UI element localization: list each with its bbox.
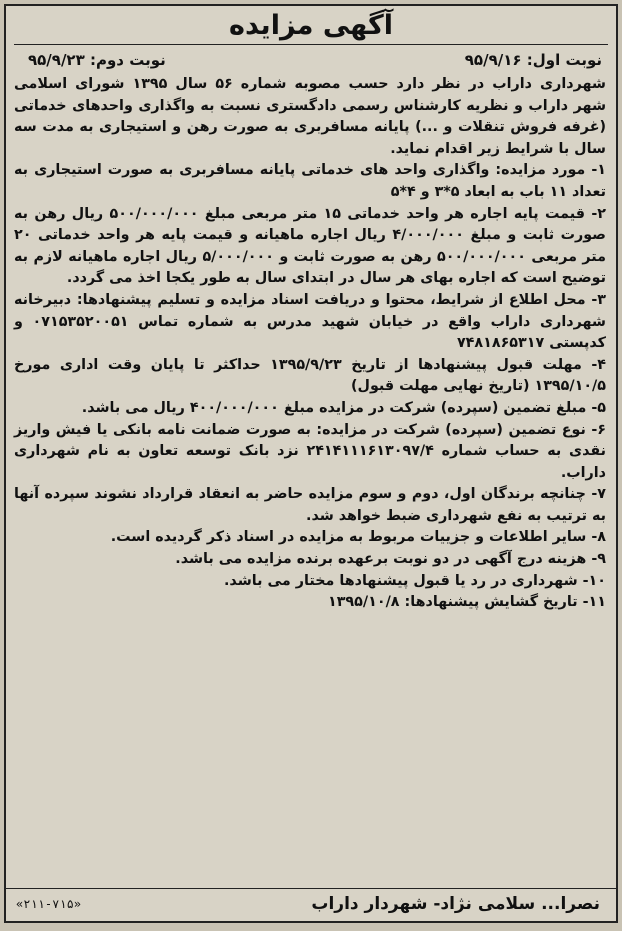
auction-notice	[4, 4, 618, 923]
notice-title: آگهی مزایده	[229, 10, 393, 41]
condition-item: ۱۰- شهرداری در رد یا قبول پیشنهادها مختار می باشد.	[224, 572, 606, 589]
condition-item: ۱۱- تاریخ گشایش پیشنهادها: ۱۳۹۵/۱۰/۸	[327, 594, 606, 611]
notice-footer	[6, 888, 616, 919]
title-divider	[14, 44, 608, 45]
notice-body	[14, 74, 606, 614]
condition-item: ۳- محل اطلاع از شرایط، محتوا و دریافت اسناد مزایده و تسلیم پیشنهادها: دبیرخانه شهرداری داراب واقع در خیابان شهید مدرس به شماره تماس ۰۷۱۵۳۵۲۰۰۵۱ و کدپستی ۷۴۸۱۸۶۵۳۱۷	[14, 291, 606, 352]
ad-code: «۲۱۱-۷۱۵»	[16, 897, 82, 911]
condition-item: ۴- مهلت قبول پیشنهادها از تاریخ ۱۳۹۵/۹/۲۳ حداکثر تا پایان وقت اداری مورخ ۱۳۹۵/۱۰/۵ (تاریخ نهایی مهلت قبول)	[14, 356, 606, 395]
condition-item: ۵- مبلغ تضمین (سپرده) شرکت در مزایده مبلغ ۴۰۰/۰۰۰/۰۰۰ ریال می باشد.	[81, 399, 606, 416]
notice-intro: شهرداری داراب در نظر دارد حسب مصوبه شماره ۵۶ سال ۱۳۹۵ شورای اسلامی شهر داراب و نظریه کارشناس رسمی دادگستری نسبت به واگذاری واحدهای خدماتی (غرفه فروش تنقلات و ...) پایانه مسافربری به صورت رهن و استیجاری به مدت سه سال با شرایط زیر اقدام نماید.	[14, 76, 606, 157]
second-round-date: نوبت دوم: ۹۵/۹/۲۳	[28, 51, 166, 69]
condition-item: ۹- هزینه درج آگهی در دو نوبت برعهده برنده مزایده می باشد.	[175, 551, 606, 568]
condition-item: ۷- چنانچه برندگان اول، دوم و سوم مزایده حاضر به انعقاد قرارداد نشوند سپرده آنها به ترتیب به نفع شهرداری ضبط خواهد شد.	[14, 486, 606, 524]
condition-item: ۶- نوع تضمین (سپرده) شرکت در مزایده: به صورت ضمانت نامه بانکی یا فیش واریز نقدی به حساب شماره ۲۴۱۴۱۱۱۶۱۳۰۹۷/۴ نزد بانک توسعه تعاون به نام شهرداری داراب.	[14, 421, 606, 481]
publication-rounds	[28, 48, 602, 72]
first-round-date: نوبت اول: ۹۵/۹/۱۶	[464, 51, 602, 69]
condition-item: ۸- سایر اطلاعات و جزییات مربوط به مزایده در اسناد ذکر گردیده است.	[110, 529, 606, 546]
condition-item: ۱- مورد مزایده: واگذاری واحد های خدماتی پایانه مسافربری به صورت استیجاری به تعداد ۱۱ باب به ابعاد ۵*۳ و ۴*۵	[14, 162, 606, 200]
condition-item: ۲- قیمت پایه اجاره هر واحد خدماتی ۱۵ متر مربعی مبلغ ۵۰۰/۰۰۰/۰۰۰ ریال رهن به صورت ثابت و مبلغ ۴/۰۰۰/۰۰۰ ریال اجاره ماهیانه و قیمت پایه هر واحد خدماتی ۲۰ متر مربعی ۵۰۰/۰۰۰/۰۰۰ رهن به صورت ثابت و ۵/۰۰۰/۰۰۰ ریال اجاره ماهیانه لازم به توضیح است که اجاره بهای هر سال در ابتدای سال به طور یکجا اخذ می گردد.	[14, 205, 606, 287]
mayor-signature: نصرا... سلامی نژاد- شهردار داراب	[311, 894, 600, 914]
